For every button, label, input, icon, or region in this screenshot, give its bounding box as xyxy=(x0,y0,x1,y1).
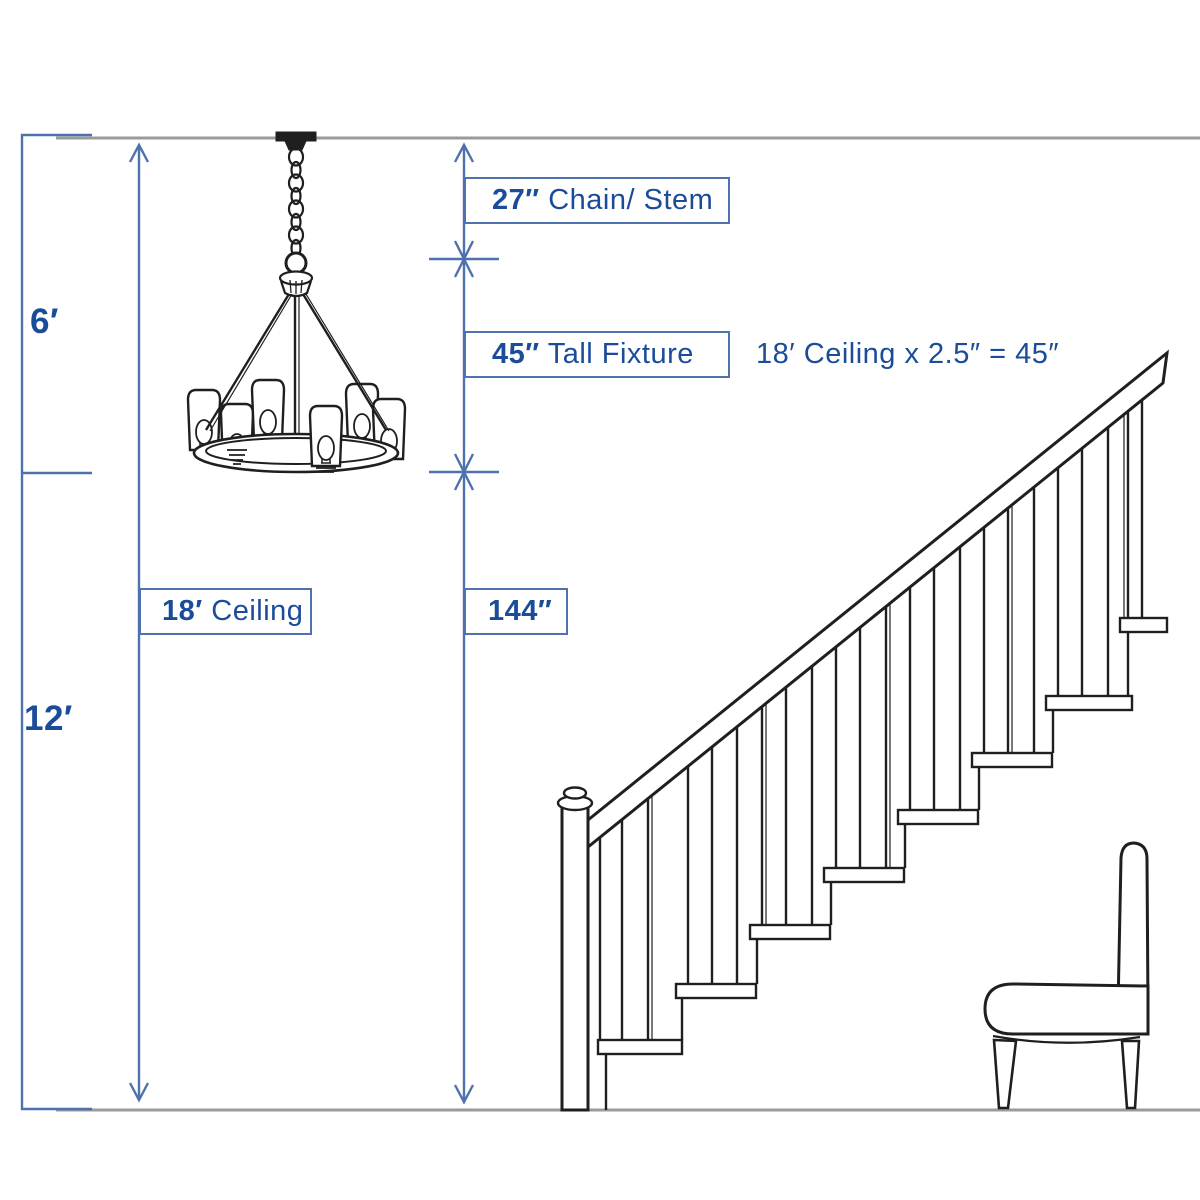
ceiling-height-value: 18′ xyxy=(162,595,203,627)
handrail xyxy=(588,353,1167,847)
ceiling-height-box xyxy=(139,588,312,635)
chain-stem-label: Chain/ Stem xyxy=(539,184,714,216)
chair-front-leg xyxy=(994,1040,1016,1108)
balusters xyxy=(600,400,1142,1040)
sizing-equation: 18′ Ceiling x 2.5″ = 45″ xyxy=(756,338,1060,370)
chair-back-leg xyxy=(1122,1041,1139,1108)
chandelier-shade-front xyxy=(310,406,342,466)
newel-post xyxy=(558,788,592,1111)
chandelier-illustration xyxy=(188,132,405,472)
tall-fixture-label: Tall Fixture xyxy=(539,338,694,370)
tall-fixture-dimension-box xyxy=(464,331,730,378)
chair-illustration xyxy=(985,843,1148,1108)
lower-section-label: 12′ xyxy=(24,699,73,738)
floor-to-fixture-value: 144″ xyxy=(488,595,553,627)
chandelier-ring xyxy=(194,434,398,472)
chandelier-chain xyxy=(289,149,303,257)
upper-section-label: 6′ xyxy=(30,302,59,341)
chain-stem-value: 27″ xyxy=(492,184,540,216)
chair-back xyxy=(1118,843,1148,1008)
chandelier-canopy xyxy=(276,132,316,150)
chair-seat xyxy=(985,984,1148,1034)
floor-to-fixture-box xyxy=(464,588,568,635)
chain-stem-dimension-box xyxy=(464,177,730,224)
tall-fixture-value: 45″ xyxy=(492,338,540,370)
chandelier-finial-ball xyxy=(286,253,306,273)
overall-height-bracket xyxy=(22,135,92,1109)
chandelier-collar xyxy=(280,272,312,297)
ceiling-height-label: Ceiling xyxy=(202,595,304,627)
